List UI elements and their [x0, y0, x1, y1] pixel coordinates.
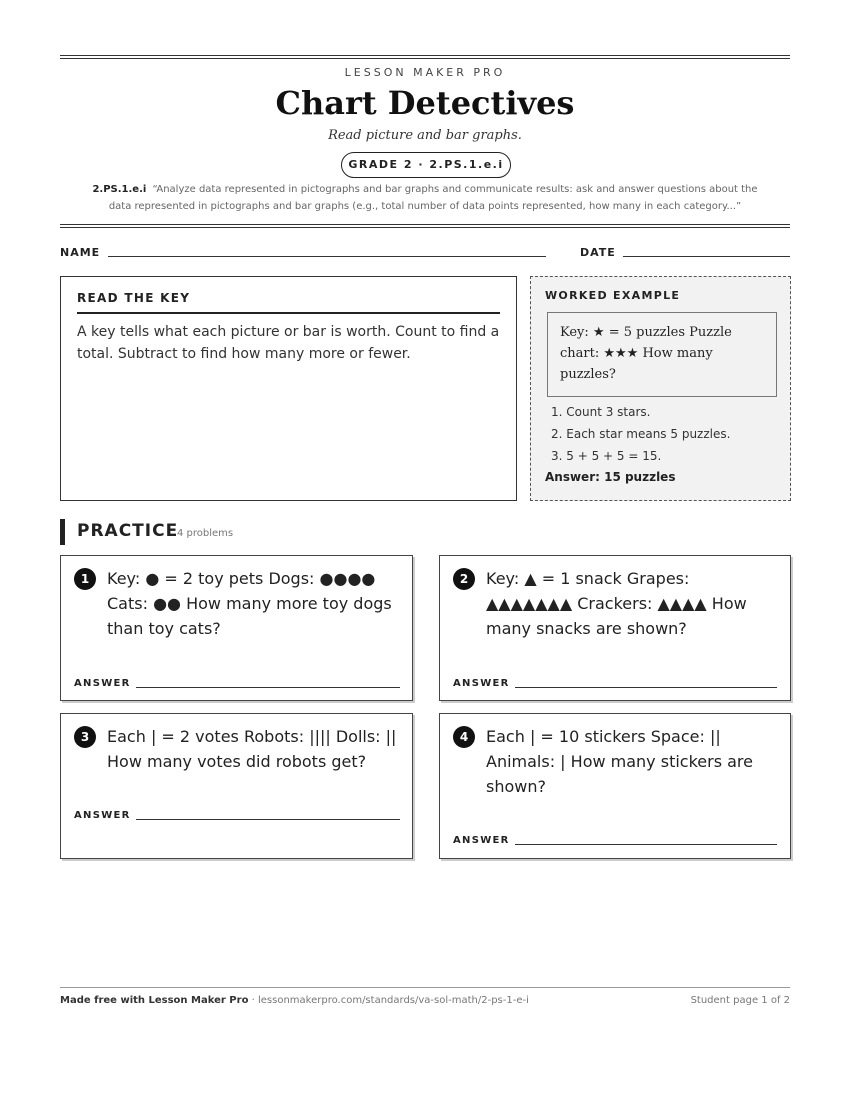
answer-field-2[interactable]	[515, 687, 777, 688]
problem-question: Key: ● = 2 toy pets Dogs: ●●●● Cats: ●● How many more toy dogs than toy cats?	[107, 569, 392, 638]
footer-rule	[60, 987, 790, 988]
problem-question: Each | = 2 votes Robots: |||| Dolls: || How many votes did robots get?	[107, 727, 397, 771]
grade-badge: GRADE 2 · 2.PS.1.e.i	[341, 152, 511, 178]
answer-field-4[interactable]	[515, 844, 777, 845]
worked-example-step: 2. Each star means 5 puzzles.	[551, 427, 731, 441]
header-rule-bottom-1	[60, 224, 790, 225]
standard-code: 2.PS.1.e.i	[92, 184, 147, 195]
worked-example-step: 3. 5 + 5 + 5 = 15.	[551, 449, 662, 463]
date-label: DATE	[580, 246, 616, 259]
page-subtitle: Read picture and bar graphs.	[328, 128, 522, 143]
problem-number-badge: 4	[453, 726, 475, 748]
standard-description	[80, 181, 770, 215]
brand-name: LESSON MAKER PRO	[344, 66, 506, 79]
answer-field-1[interactable]	[136, 687, 400, 688]
name-field[interactable]	[108, 256, 546, 257]
worked-example-box	[530, 276, 791, 501]
worked-example-steps	[551, 401, 730, 467]
read-the-key-body: A key tells what each picture or bar is worth. Count to find a total. Subtract to find how many more or fewer.	[77, 324, 500, 362]
worked-example-step: 1. Count 3 stars.	[551, 405, 651, 419]
practice-heading: PRACTICE	[77, 521, 179, 541]
problem-card-2	[439, 555, 791, 701]
page-title: Chart Detectives	[275, 84, 575, 122]
answer-label: ANSWER	[453, 835, 510, 846]
footer-url[interactable]: · lessonmakerpro.com/standards/va-sol-math/2-ps-1-e-i	[248, 995, 529, 1006]
practice-count: 4 problems	[177, 528, 234, 539]
problem-card-3	[60, 713, 413, 859]
read-the-key-heading: READ THE KEY	[77, 291, 191, 305]
date-field[interactable]	[623, 256, 790, 257]
answer-label: ANSWER	[74, 810, 131, 821]
footer-page-number: Student page 1 of 2	[690, 995, 790, 1006]
problem-question: Key: ▲ = 1 snack Grapes: ▲▲▲▲▲▲▲ Crackers: ▲▲▲▲ How many snacks are shown?	[486, 569, 747, 638]
problem-question: Each | = 10 stickers Space: || Animals: | How many stickers are shown?	[486, 727, 753, 796]
answer-label: ANSWER	[74, 678, 131, 689]
worked-example-heading: WORKED EXAMPLE	[545, 289, 681, 302]
name-label: NAME	[60, 246, 101, 259]
read-the-key-box	[60, 276, 517, 501]
header-rule-top-1	[60, 55, 790, 56]
answer-field-3[interactable]	[136, 819, 400, 820]
practice-accent-bar	[60, 519, 65, 545]
standard-text: “Analyze data represented in pictographs and bar graphs and communicate results: ask and answer questions about the data represented in pictographs and bar graphs (e.g., total number of data points represented, how many in each category...”	[108, 184, 758, 212]
header-rule-top-2	[60, 58, 790, 59]
problem-number-badge: 1	[74, 568, 96, 590]
read-the-key-divider	[77, 312, 500, 314]
footer-made-with: Made free with Lesson Maker Pro	[60, 995, 249, 1006]
worked-example-problem: Key: ★ = 5 puzzles Puzzle chart: ★★★ How many puzzles?	[547, 312, 777, 397]
problem-number-badge: 3	[74, 726, 96, 748]
answer-label: ANSWER	[453, 678, 510, 689]
problem-number-badge: 2	[453, 568, 475, 590]
problem-card-4	[439, 713, 791, 859]
problem-card-1	[60, 555, 413, 701]
header-rule-bottom-2	[60, 227, 790, 228]
footer-credit	[60, 995, 529, 1006]
worked-example-answer: Answer: 15 puzzles	[545, 470, 676, 484]
